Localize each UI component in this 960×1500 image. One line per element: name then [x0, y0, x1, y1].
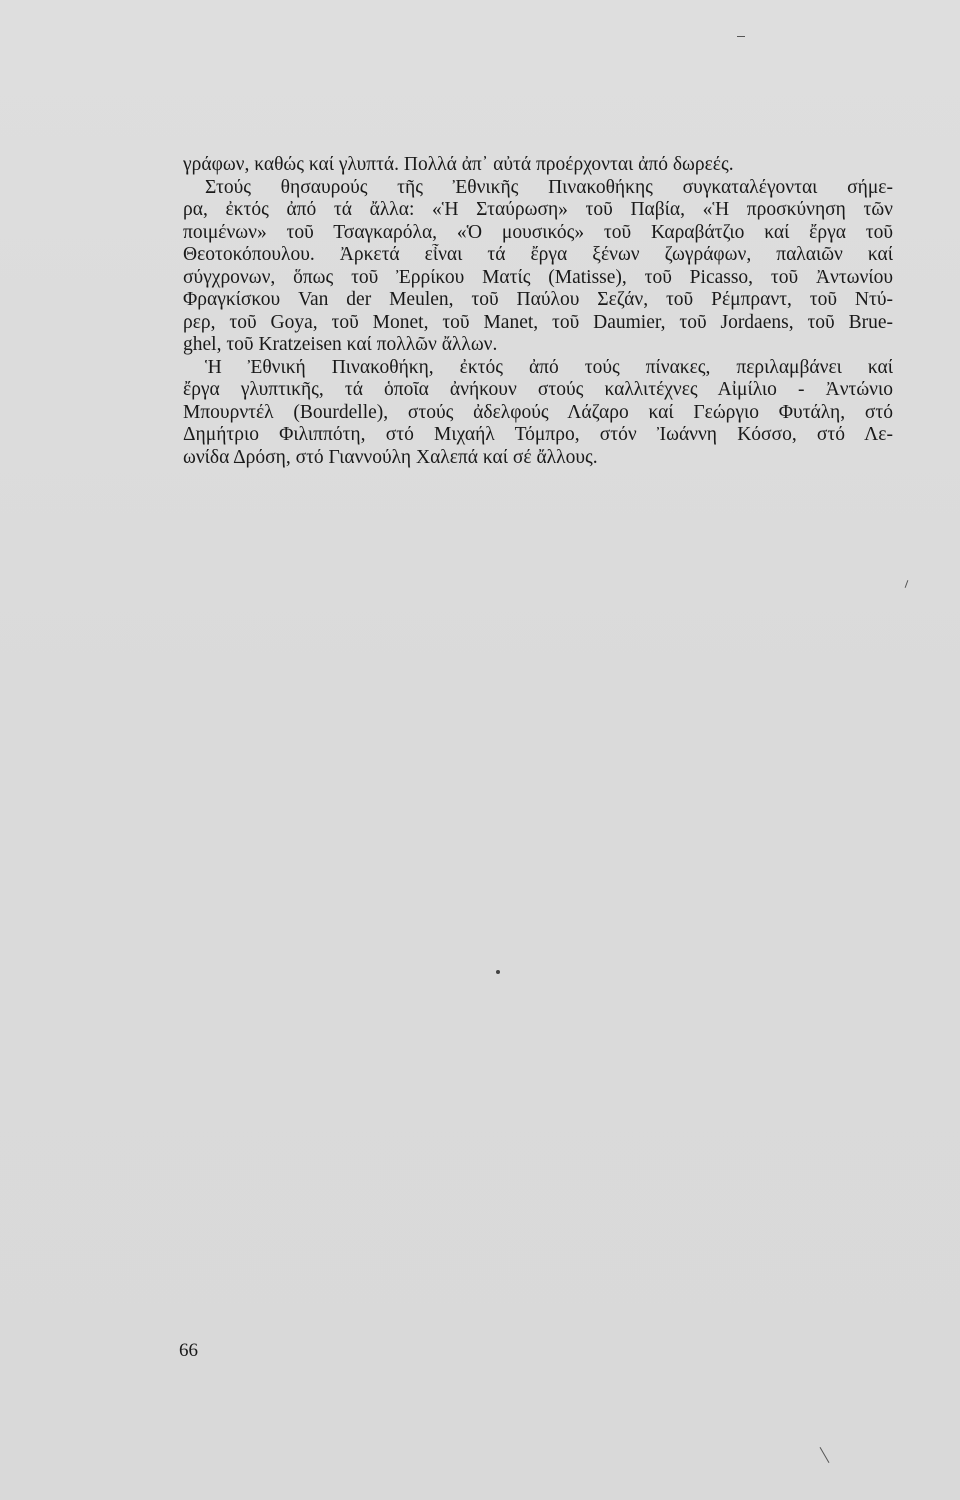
scan-speck [496, 970, 500, 974]
scan-mark [905, 580, 909, 588]
text-line: Θεοτοκόπουλου. Ἀρκετά εἶναι τά ἔργα ξένων ζωγράφων, παλαιῶν καί [183, 244, 893, 265]
text-line: Δημήτριο Φιλιππότη, στό Μιχαήλ Τόμπρο, στόν Ἰωάννη Κόσσο, στό Λε- [183, 424, 893, 445]
text-line: σύγχρονων, ὅπως τοῦ Ἐρρίκου Ματίς (Matisse), τοῦ Picasso, τοῦ Ἀντωνίου [183, 266, 893, 288]
text-line: ρερ, τοῦ Goya, τοῦ Monet, τοῦ Manet, τοῦ Daumier, τοῦ Jordaens, τοῦ Brue- [183, 311, 893, 333]
text-line: ωνίδα Δρόση, στό Γιαννούλη Χαλεπά καί σέ ἄλλους. [183, 446, 598, 468]
body-text [183, 154, 893, 469]
text-line: γράφων, καθώς καί γλυπτά. Πολλά ἀπ᾽ αὐτά προέρχονται ἀπό δωρεές. [183, 154, 734, 175]
text-line: ghel, τοῦ Kratzeisen καί πολλῶν ἄλλων. [183, 334, 498, 355]
text-line: Στούς θησαυρούς τῆς Ἐθνικῆς Πινακοθήκης συγκαταλέγονται σήμε- [205, 176, 893, 198]
text-line: ἔργα γλυπτικῆς, τά ὁποῖα ἀνήκουν στούς καλλιτέχνες Αἰμίλιο - Ἀντώνιο [183, 379, 893, 400]
text-line: Φραγκίσκου Van der Meulen, τοῦ Παύλου Σεζάν, τοῦ Ρέμπραντ, τοῦ Ντύ- [183, 289, 893, 310]
scan-mark [820, 1447, 830, 1463]
page-number: 66 [179, 1340, 198, 1361]
text-line: ποιμένων» τοῦ Τσαγκαρόλα, «Ὁ μουσικός» τοῦ Καραβάτζιο καί ἔργα τοῦ [183, 221, 893, 243]
text-line: ρα, ἐκτός ἀπό τά ἄλλα: «Ἡ Σταύρωση» τοῦ Παβία, «Ἡ προσκύνηση τῶν [183, 199, 893, 220]
text-line: Μπουρντέλ (Bourdelle), στούς ἀδελφούς Λάζαρο καί Γεώργιο Φυτάλη, στό [183, 401, 893, 423]
scan-mark [737, 36, 745, 37]
text-line: Ἡ Ἐθνική Πινακοθήκη, ἐκτός ἀπό τούς πίνακες, περιλαμβάνει καί [205, 356, 893, 378]
